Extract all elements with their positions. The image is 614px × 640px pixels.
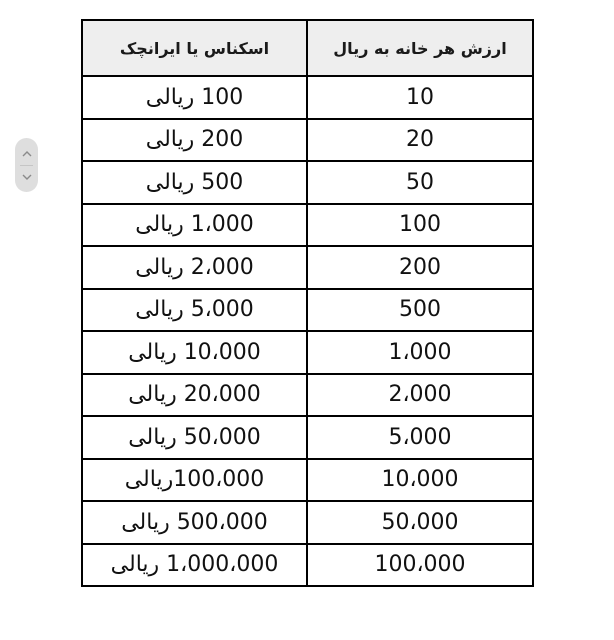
table-row [82,204,533,247]
table-row [82,161,533,204]
value-cell: 50 [307,161,533,204]
value-cell: 100،000 [307,544,533,587]
table-row [82,544,533,587]
bill-cell: 50،000 ریالی [82,416,307,459]
value-cell: 2،000 [307,374,533,417]
scroll-widget[interactable] [15,138,38,192]
bill-cell: 2،000 ریالی [82,246,307,289]
bill-cell: 1،000،000 ریالی [82,544,307,587]
bill-cell: 20،000 ریالی [82,374,307,417]
table-row [82,119,533,162]
value-cell: 100 [307,204,533,247]
value-table [81,19,534,587]
value-cell: 10،000 [307,459,533,502]
header-value: ارزش هر خانه به ریال [307,20,533,76]
bill-cell: 100،000ریالی [82,459,307,502]
table-row [82,459,533,502]
table-header-row [82,20,533,76]
value-cell: 1،000 [307,331,533,374]
chevron-up-icon[interactable] [20,147,34,161]
value-cell: 500 [307,289,533,332]
value-cell: 10 [307,76,533,119]
bill-cell: 200 ریالی [82,119,307,162]
table-body [82,76,533,586]
value-cell: 50،000 [307,501,533,544]
header-bill: اسکناس یا ایرانچک [82,20,307,76]
bill-cell: 5،000 ریالی [82,289,307,332]
bill-cell: 100 ریالی [82,76,307,119]
scroll-widget-divider [20,165,33,166]
bill-cell: 500 ریالی [82,161,307,204]
value-cell: 5،000 [307,416,533,459]
table-row [82,76,533,119]
chevron-down-icon[interactable] [20,170,34,184]
table-row [82,246,533,289]
table-row [82,374,533,417]
table-row [82,416,533,459]
bill-cell: 10،000 ریالی [82,331,307,374]
value-cell: 20 [307,119,533,162]
bill-cell: 500،000 ریالی [82,501,307,544]
table-row [82,289,533,332]
table-row [82,331,533,374]
value-cell: 200 [307,246,533,289]
table-row [82,501,533,544]
bill-cell: 1،000 ریالی [82,204,307,247]
